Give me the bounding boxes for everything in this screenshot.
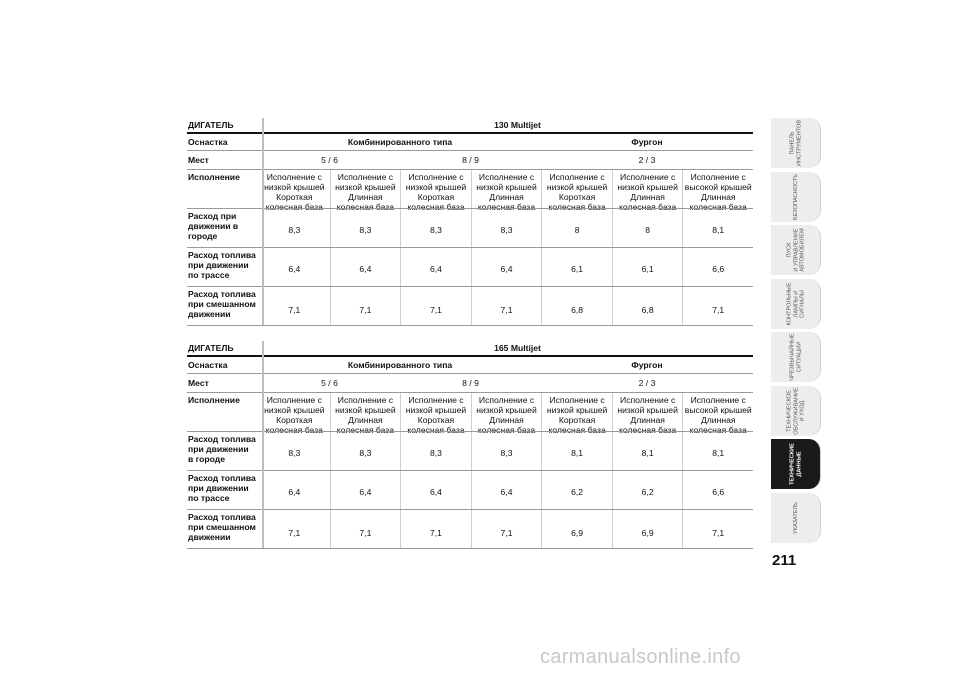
variant-line: Исполнение с — [337, 395, 394, 405]
consumption-cells — [259, 510, 753, 548]
consumption-value: 6,4 — [330, 248, 401, 286]
section-tab[interactable] — [771, 332, 821, 382]
variant-line: низкой крышей — [405, 182, 467, 192]
seats-label: Мест — [188, 155, 209, 165]
type-row — [187, 355, 753, 373]
consumption-value: 8,1 — [612, 432, 683, 470]
consumption-row — [187, 208, 753, 247]
variant-cells — [259, 170, 753, 212]
consumption-value: 7,1 — [400, 287, 471, 325]
variant-line: Длинная — [348, 192, 383, 202]
variant-label: Исполнение — [188, 172, 240, 182]
variant-cell — [471, 393, 542, 435]
variant-line: низкой крышей — [617, 182, 678, 192]
variant-cell — [400, 170, 471, 212]
seats-value: 8 / 9 — [462, 155, 479, 165]
variant-line: колесная база — [548, 425, 606, 435]
variant-cells — [259, 393, 753, 435]
variant-line: колесная база — [265, 202, 323, 212]
section-tab[interactable] — [771, 439, 821, 489]
section-tab-label: ТЕХНИЧЕСКИЕ ДАННЫЕ — [789, 443, 802, 485]
seats-value: 5 / 6 — [321, 378, 338, 388]
variant-line: Исполнение с — [478, 172, 535, 182]
consumption-row — [187, 247, 753, 286]
consumption-value: 6,4 — [471, 471, 542, 509]
variant-line: колесная база — [407, 202, 465, 212]
seats-cells — [259, 155, 753, 165]
consumption-label-line: Расход топлива — [188, 473, 256, 483]
consumption-value: 8,3 — [288, 225, 301, 235]
consumption-row — [187, 470, 753, 509]
variant-line: Короткая — [417, 415, 455, 425]
variant-cell — [682, 170, 753, 212]
variant-cell — [612, 393, 683, 435]
consumption-row — [187, 286, 753, 325]
type-cells — [259, 137, 753, 147]
consumption-value: 7,1 — [330, 287, 401, 325]
variant-line: Исполнение с — [478, 395, 535, 405]
variant-line: колесная база — [619, 202, 677, 212]
variant-line: Длинная — [489, 192, 524, 202]
seats-value: 5 / 6 — [321, 155, 338, 165]
consumption-table-165 — [187, 341, 753, 548]
seats-label: Мест — [188, 378, 209, 388]
engine-row — [187, 341, 753, 355]
consumption-value: 6,4 — [471, 248, 542, 286]
variant-line: низкой крышей — [476, 405, 537, 415]
consumption-value: 6,4 — [288, 487, 301, 497]
consumption-value: 6,4 — [288, 264, 301, 274]
variant-line: низкой крышей — [617, 405, 678, 415]
consumption-value: 7,1 — [471, 510, 542, 548]
variant-line: Короткая — [558, 415, 596, 425]
variant-row — [187, 169, 753, 212]
variant-cell — [541, 170, 612, 212]
type-cells — [259, 360, 753, 370]
variant-line: Исполнение с — [266, 395, 322, 405]
section-tab[interactable] — [771, 279, 821, 329]
variant-line: Длинная — [489, 415, 524, 425]
seats-row — [187, 150, 753, 169]
variant-line: колесная база — [619, 425, 677, 435]
section-tab-label: ПУСК И УПРАВЛЕНИЕ АВТОМОБИЛЕМ — [785, 228, 805, 272]
section-tab-label: ТЕХНИЧЕСКОЕ ОБСЛУЖИВАНИЕ И УХОД — [785, 386, 805, 435]
variant-line: Короткая — [276, 192, 313, 202]
variant-line: Длинная — [700, 192, 736, 202]
consumption-label-line: Расход топлива — [188, 434, 256, 444]
seats-value: 2 / 3 — [638, 378, 656, 388]
type-combined: Комбинированного типа — [347, 137, 453, 147]
variant-line: Исполнение с — [408, 172, 464, 182]
variant-line: колесная база — [336, 425, 395, 435]
consumption-label-line: при движении — [188, 483, 249, 493]
consumption-value: 6,1 — [541, 248, 612, 286]
engine-value: 165 Multijet — [494, 343, 541, 353]
engine-value-cell — [262, 343, 753, 353]
variant-line: Исполнение с — [408, 395, 464, 405]
consumption-label-line: городе — [188, 231, 218, 241]
table-bottom-line — [187, 548, 753, 549]
consumption-label-line: движении — [188, 532, 231, 542]
variant-line: колесная база — [689, 202, 747, 212]
variant-line: Исполнение с — [690, 172, 746, 182]
consumption-value: 6,8 — [541, 287, 612, 325]
table-bottom-line — [187, 325, 753, 326]
section-tab[interactable] — [771, 172, 821, 222]
variant-line: Исполнение с — [620, 395, 676, 405]
consumption-row — [187, 431, 753, 470]
consumption-value: 8,3 — [471, 432, 542, 470]
consumption-value: 8,3 — [288, 448, 301, 458]
label-divider — [262, 341, 264, 548]
variant-line: Исполнение с — [266, 172, 322, 182]
consumption-label — [187, 209, 259, 247]
section-tab-label: ПАНЕЛЬ ИНСТРУМЕНТОВ — [789, 119, 802, 167]
variant-cell — [541, 393, 612, 435]
variant-line: Длинная — [630, 192, 665, 202]
consumption-label-line: по трассе — [188, 493, 230, 503]
variant-cell — [612, 170, 683, 212]
variant-line: колесная база — [548, 202, 606, 212]
variant-line: колесная база — [407, 425, 465, 435]
seats-cells — [259, 378, 753, 388]
variant-line: Длинная — [630, 415, 665, 425]
consumption-value: 8,1 — [682, 432, 753, 470]
engine-value-cell — [262, 120, 753, 130]
consumption-value: 6,4 — [400, 248, 471, 286]
variant-line: низкой крышей — [546, 182, 608, 192]
consumption-cells — [259, 432, 753, 470]
consumption-cells — [259, 471, 753, 509]
consumption-label-line: по трассе — [188, 270, 230, 280]
label-divider — [262, 118, 264, 325]
consumption-cells — [259, 209, 753, 247]
type-label: Оснастка — [188, 360, 228, 370]
consumption-label-line: Расход при — [188, 211, 237, 221]
consumption-row — [187, 509, 753, 548]
variant-line: высокой крышей — [684, 405, 752, 415]
variant-line: Исполнение с — [690, 395, 746, 405]
variant-line: низкой крышей — [335, 182, 396, 192]
consumption-value: 8,3 — [330, 432, 401, 470]
variant-cell — [330, 393, 401, 435]
variant-cell — [682, 393, 753, 435]
type-row — [187, 132, 753, 150]
variant-line: Длинная — [700, 415, 736, 425]
seats-row — [187, 373, 753, 392]
section-tab[interactable] — [771, 386, 821, 436]
variant-line: колесная база — [477, 425, 536, 435]
consumption-label-line: движении в — [188, 221, 239, 231]
consumption-value: 7,1 — [288, 528, 301, 538]
consumption-label — [187, 287, 259, 325]
variant-cell — [471, 170, 542, 212]
variant-line: колесная база — [689, 425, 747, 435]
consumption-label-line: при смешанном — [188, 299, 256, 309]
consumption-label — [187, 471, 259, 509]
consumption-value: 6,9 — [541, 510, 612, 548]
consumption-label-line: при движении — [188, 260, 249, 270]
variant-line: Исполнение с — [549, 172, 605, 182]
consumption-value: 8,3 — [400, 209, 471, 247]
type-combined: Комбинированного типа — [347, 360, 453, 370]
seats-value: 8 / 9 — [462, 378, 479, 388]
consumption-value: 8,3 — [471, 209, 542, 247]
consumption-cells — [259, 287, 753, 325]
variant-cell — [400, 393, 471, 435]
variant-line: колесная база — [477, 202, 536, 212]
type-van: Фургон — [631, 137, 663, 147]
consumption-value: 6,1 — [612, 248, 683, 286]
consumption-value: 8,3 — [330, 209, 401, 247]
consumption-value: 8 — [541, 209, 612, 247]
page-number: 211 — [772, 552, 797, 569]
variant-line: низкой крышей — [264, 405, 325, 415]
variant-line: низкой крышей — [546, 405, 608, 415]
consumption-table-130 — [187, 118, 753, 325]
variant-line: низкой крышей — [264, 182, 325, 192]
variant-line: низкой крышей — [335, 405, 396, 415]
consumption-value: 8,1 — [541, 432, 612, 470]
consumption-label — [187, 248, 259, 286]
consumption-value: 8 — [612, 209, 683, 247]
consumption-label-line: при движении — [188, 444, 249, 454]
section-tab-label: КОНТРОЛЬНЫЕ ЛАМПЫ И СИГНАЛЫ — [785, 282, 805, 325]
consumption-value: 7,1 — [400, 510, 471, 548]
variant-row — [187, 392, 753, 435]
consumption-value: 6,4 — [400, 471, 471, 509]
variant-line: Исполнение с — [549, 395, 605, 405]
variant-cell — [330, 170, 401, 212]
variant-line: низкой крышей — [405, 405, 467, 415]
engine-label: ДИГАТЕЛЬ — [188, 343, 234, 353]
engine-label: ДИГАТЕЛЬ — [188, 120, 234, 130]
seats-value: 2 / 3 — [638, 155, 656, 165]
consumption-value: 6,6 — [682, 248, 753, 286]
engine-value: 130 Multijet — [494, 120, 541, 130]
consumption-label-line: Расход топлива — [188, 289, 256, 299]
section-tab-label: БЕЗОПАСНОСТЬ — [792, 173, 799, 220]
variant-cell — [259, 170, 330, 212]
consumption-label — [187, 432, 259, 470]
engine-row — [187, 118, 753, 132]
type-label: Оснастка — [188, 137, 228, 147]
consumption-label-line: в городе — [188, 454, 226, 464]
consumption-value: 7,1 — [682, 287, 753, 325]
watermark-text: carmanualsonline.info — [540, 646, 741, 668]
section-tab[interactable] — [771, 493, 821, 543]
consumption-value: 6,9 — [612, 510, 683, 548]
consumption-label-line: Расход топлива — [188, 250, 256, 260]
variant-cell — [259, 393, 330, 435]
variant-line: колесная база — [336, 202, 395, 212]
section-tab[interactable] — [771, 225, 821, 275]
type-van: Фургон — [631, 360, 663, 370]
variant-line: Исполнение с — [620, 172, 676, 182]
consumption-value: 6,6 — [682, 471, 753, 509]
variant-line: низкой крышей — [476, 182, 537, 192]
section-tab-label: ЧРЕЗВЫЧАЙНЫЕ СИТУАЦИИ — [789, 333, 802, 381]
consumption-value: 8,1 — [682, 209, 753, 247]
consumption-label-line: при смешанном — [188, 522, 256, 532]
variant-line: Короткая — [276, 415, 313, 425]
consumption-value: 7,1 — [288, 305, 301, 315]
consumption-label — [187, 510, 259, 548]
consumption-value: 6,4 — [330, 471, 401, 509]
variant-line: Короткая — [558, 192, 596, 202]
section-tab[interactable] — [771, 118, 821, 168]
variant-label: Исполнение — [188, 395, 240, 405]
consumption-value: 7,1 — [471, 287, 542, 325]
consumption-label-line: движении — [188, 309, 231, 319]
consumption-value: 7,1 — [330, 510, 401, 548]
consumption-value: 6,2 — [612, 471, 683, 509]
consumption-value: 7,1 — [682, 510, 753, 548]
variant-line: Исполнение с — [337, 172, 394, 182]
variant-line: колесная база — [265, 425, 323, 435]
variant-line: высокой крышей — [684, 182, 752, 192]
consumption-value: 6,2 — [541, 471, 612, 509]
variant-line: Короткая — [417, 192, 455, 202]
consumption-label-line: Расход топлива — [188, 512, 256, 522]
consumption-value: 6,8 — [612, 287, 683, 325]
variant-line: Длинная — [348, 415, 383, 425]
consumption-value: 8,3 — [400, 432, 471, 470]
section-tab-label: УКАЗАТЕЛЬ — [792, 501, 799, 534]
consumption-cells — [259, 248, 753, 286]
